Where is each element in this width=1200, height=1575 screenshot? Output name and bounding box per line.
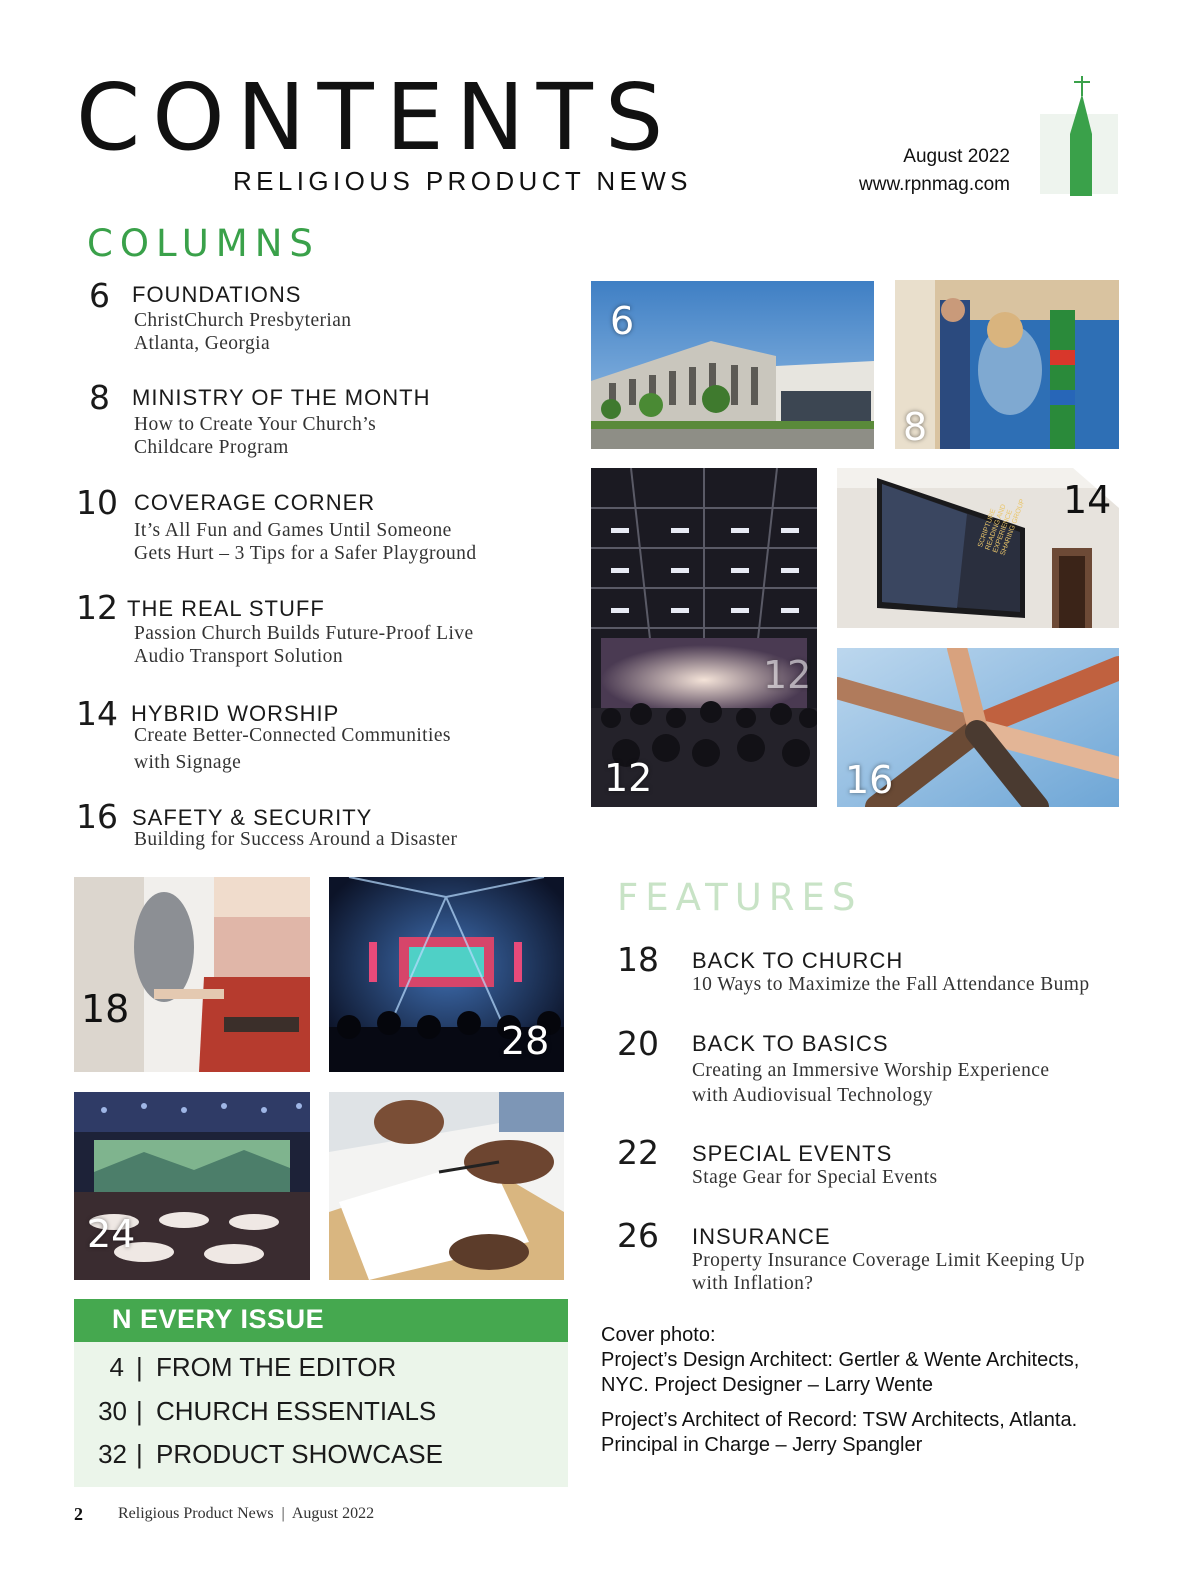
signing-documents-image [329,1092,564,1280]
page-number: 2 [74,1504,83,1524]
column-title[interactable]: FOUNDATIONS [132,282,302,307]
column-description: Building for Success Around a Disaster [134,829,458,850]
column-description: Passion Church Builds Future-Proof Live Audio Transport Solution [134,623,474,667]
feature-description: 10 Ways to Maximize the Fall Attendance Bump [692,974,1090,995]
feature-page-number: 22 [617,1133,659,1172]
photo-page-number: 18 [81,987,130,1031]
column-page-number: 16 [76,797,118,836]
cover-photo-credits [601,1323,1161,1468]
column-description: It’s All Fun and Games Until Someone Gets Hurt – 3 Tips for a Safer Playground [134,520,477,564]
separator: | [136,1439,143,1469]
column-title[interactable]: THE REAL STUFF [127,596,325,621]
every-issue-item[interactable] [74,1439,568,1471]
photo-immersive-worship[interactable] [329,877,564,1072]
feature-title[interactable]: BACK TO BASICS [692,1031,889,1056]
column-description: ChristChurch Presbyterian Atlanta, Georgia [134,310,352,354]
feature-description: Creating an Immersive Worship Experience with Audiovisual Technology [692,1060,1050,1106]
every-issue-panel [74,1342,568,1487]
magazine-name: RELIGIOUS PRODUCT NEWS [233,166,692,196]
column-page-number: 8 [89,378,110,417]
photo-live-audio[interactable] [591,468,817,807]
every-issue-item[interactable] [74,1396,568,1428]
photo-page-number: 14 [1063,478,1112,522]
feature-title[interactable]: SPECIAL EVENTS [692,1141,893,1166]
childcare-image [895,280,1119,449]
every-issue-label: CHURCH ESSENTIALS [156,1396,437,1426]
footer-publication: Religious Product News | August 2022 [118,1505,375,1522]
greeter-image [74,877,310,1072]
column-title[interactable]: SAFETY & SECURITY [132,805,373,830]
photo-page-number: 6 [610,299,635,343]
column-page-number: 10 [76,483,118,522]
feature-description: Property Insurance Coverage Limit Keeping Up with Inflation? [692,1250,1085,1294]
photo-page-number: 28 [501,1019,550,1063]
every-issue-heading: N EVERY ISSUE [112,1304,325,1334]
features-heading: FEATURES [617,876,863,919]
photo-childcare[interactable] [895,280,1119,449]
column-description: How to Create Your Church’s Childcare Program [134,414,377,458]
every-issue-page: 30 [98,1396,127,1426]
column-page-number: 6 [89,276,110,315]
column-title[interactable]: HYBRID WORSHIP [131,701,340,726]
columns-heading: COLUMNS [87,222,320,265]
design-architect-credit: Project’s Design Architect: Gertler & Wente Architects, NYC. Project Designer – Larry Wente [601,1349,1080,1396]
feature-title[interactable]: BACK TO CHURCH [692,948,904,973]
every-issue-item[interactable] [74,1352,568,1384]
photo-page-number: 12 [604,756,653,800]
feature-page-number: 26 [617,1216,659,1255]
photo-special-events[interactable] [74,1092,310,1280]
column-page-number: 14 [76,694,118,733]
photo-page-number: 8 [903,405,928,449]
every-issue-label: PRODUCT SHOWCASE [156,1439,443,1469]
photo-back-to-church[interactable] [74,877,310,1072]
feature-page-number: 20 [617,1024,659,1063]
feature-title[interactable]: INSURANCE [692,1224,831,1249]
every-issue-page: 32 [98,1439,127,1469]
column-description: Create Better-Connected Communities with Signage [134,725,451,773]
photo-page-number: 16 [845,758,894,802]
photo-page-number-faint: 12 [763,653,812,697]
photo-safety-security[interactable] [837,648,1119,807]
photo-page-number: 24 [87,1212,136,1256]
signage-screen-text: SCRIPTURE READING AND EXPERIENCE SHARING GROUP [977,498,1027,557]
column-title[interactable]: COVERAGE CORNER [134,490,376,515]
photo-insurance[interactable] [329,1092,564,1280]
photo-signage[interactable] [837,468,1119,628]
photo-church-building[interactable] [591,281,874,449]
website-url[interactable]: www.rpnmag.com [859,174,1010,195]
separator: | [136,1396,143,1426]
separator: | [136,1352,143,1382]
issue-date: August 2022 [903,146,1010,167]
steeple-logo-icon [1040,74,1118,198]
every-issue-page: 4 [109,1352,124,1382]
feature-description: Stage Gear for Special Events [692,1167,938,1188]
column-title[interactable]: MINISTRY OF THE MONTH [132,385,431,410]
every-issue-label: FROM THE EDITOR [156,1352,397,1382]
credits-label: Cover photo: [601,1324,716,1346]
feature-page-number: 18 [617,940,659,979]
architect-of-record-credit: Project’s Architect of Record: TSW Architects, Atlanta. Principal in Charge – Jerry Spangler [601,1409,1078,1456]
column-page-number: 12 [76,588,118,627]
page-title: CONTENTS [76,64,676,171]
